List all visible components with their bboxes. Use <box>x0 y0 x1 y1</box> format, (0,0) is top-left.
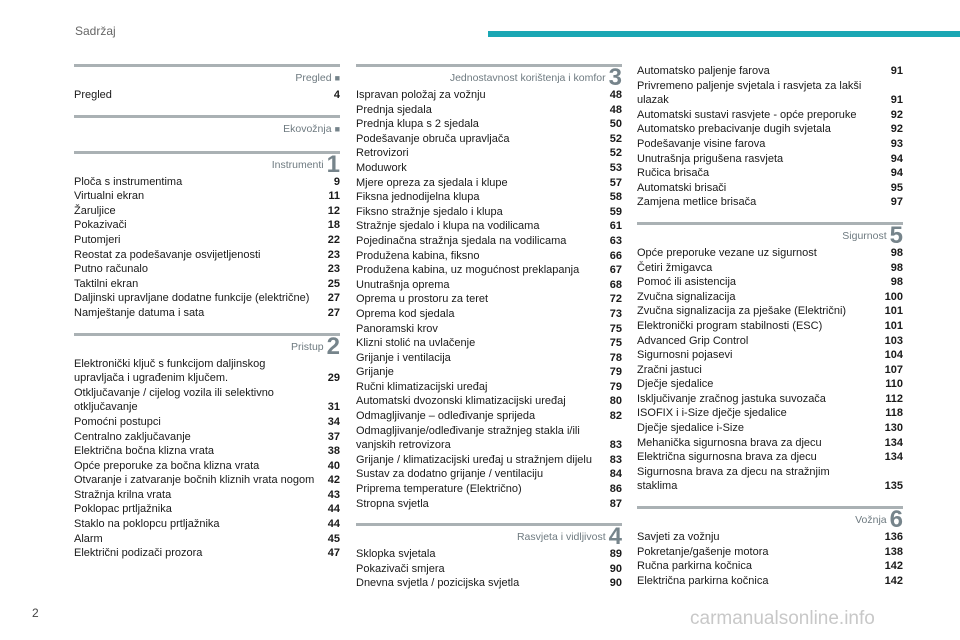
toc-entry-page: 18 <box>327 219 340 232</box>
section-number: 3 <box>608 64 622 91</box>
toc-entry-title: Oprema u prostoru za teret <box>356 293 489 306</box>
section-title: Jednostavnost korištenja i komfor <box>449 72 606 84</box>
toc-entry-title: Sustav za dodatno grijanje / ventilaciju <box>356 468 544 481</box>
toc-entry-title: Unutrašnja oprema <box>356 278 450 291</box>
toc-entry-page: 72 <box>609 293 622 306</box>
toc-entry[interactable] <box>74 175 340 190</box>
toc-entry-page: 47 <box>327 547 340 560</box>
toc-entry[interactable] <box>74 386 340 415</box>
toc-entry-title: Pokazivači <box>74 219 127 232</box>
toc-entry-page: 101 <box>884 305 903 318</box>
toc-entry[interactable] <box>356 351 622 366</box>
toc-entry-page: 75 <box>609 337 622 350</box>
toc-entry-page: 91 <box>890 65 903 77</box>
toc-entry-title: Zračni jastuci <box>637 363 702 376</box>
toc-entry-title: Pomoćni postupci <box>74 415 161 428</box>
toc-entry-title: Zvučna signalizacija za pješake (Električni) <box>637 305 847 318</box>
toc-entry-page: 87 <box>609 497 622 510</box>
toc-entry-page: 37 <box>327 430 340 443</box>
toc-entry-title: Pomoć ili asistencija <box>637 276 737 289</box>
toc-entry[interactable] <box>637 574 903 589</box>
section-number: 5 <box>889 221 903 249</box>
toc-entry-title: Grijanje i ventilacija <box>356 351 451 364</box>
toc-entry-title: Stražnje sjedalo i klupa na vodilicama <box>356 220 540 233</box>
toc-entry[interactable] <box>74 357 340 386</box>
toc-entry-title: Centralno zaključavanje <box>74 430 191 443</box>
toc-entry[interactable] <box>637 261 903 276</box>
toc-entry[interactable] <box>74 415 340 430</box>
toc-entry-page: 94 <box>890 152 903 165</box>
toc-entry-page: 134 <box>884 451 903 464</box>
toc-entry[interactable] <box>74 218 340 233</box>
toc-entry-title: Grijanje <box>356 366 394 379</box>
toc-entry-title: Produžena kabina, fiksno <box>356 249 480 262</box>
toc-entry-title: Virtualni ekran <box>74 190 145 203</box>
toc-entry-title: Mehanička sigurnosna brava za djecu <box>637 436 822 449</box>
toc-entry-title: Prednja sjedala <box>356 103 432 116</box>
toc-entry-title: Opće preporuke za bočna klizna vrata <box>74 459 260 472</box>
toc-column-1 <box>74 64 340 573</box>
toc-entry-title: Klizni stolić na uvlačenje <box>356 337 476 350</box>
toc-entry[interactable] <box>74 306 340 321</box>
toc-entry-page: 44 <box>327 518 340 531</box>
toc-entry-title: Otvaranje i zatvaranje bočnih kliznih vrata nogom <box>74 474 315 487</box>
toc-entry[interactable] <box>637 195 903 210</box>
toc-entry-title: Mjere opreza za sjedala i klupe <box>356 176 508 189</box>
toc-entry-page: 92 <box>890 123 903 136</box>
toc-entry[interactable] <box>637 108 903 123</box>
toc-entry-title: Reostat za podešavanje osvijetljenosti <box>74 248 261 261</box>
header-accent-bar <box>488 31 960 37</box>
toc-entry-page: 98 <box>890 276 903 289</box>
toc-entry-page: 142 <box>884 574 903 587</box>
toc-entry-page: 48 <box>609 89 622 101</box>
toc-section <box>74 115 340 139</box>
toc-entry-title: ISOFIX i i-Size dječje sjedalice <box>637 407 787 420</box>
toc-entry[interactable] <box>356 249 622 264</box>
section-header <box>637 506 903 534</box>
square-bullet-icon: ■ <box>334 73 340 83</box>
toc-entry[interactable] <box>74 517 340 532</box>
toc-entry-title: Sigurnosni pojasevi <box>637 349 733 362</box>
toc-entry[interactable] <box>356 219 622 234</box>
toc-entry-title: Panoramski krov <box>356 322 438 335</box>
toc-entry-page: 83 <box>609 453 622 466</box>
toc-entry-page: 34 <box>327 415 340 428</box>
toc-entry[interactable] <box>356 205 622 220</box>
toc-entry-page: 29 <box>327 372 340 385</box>
toc-entry-page: 90 <box>609 577 622 590</box>
toc-entry-page: 67 <box>609 264 622 277</box>
toc-entry[interactable] <box>356 88 622 103</box>
toc-entry[interactable] <box>637 275 903 290</box>
toc-entry-page: 58 <box>609 191 622 204</box>
toc-entry-title: Prednja klupa s 2 sjedala <box>356 118 479 131</box>
toc-entry-title: Ručna parkirna kočnica <box>637 560 752 573</box>
toc-entry-title: Putno računalo <box>74 263 148 276</box>
toc-entry-page: 66 <box>609 249 622 262</box>
toc-entry-page: 100 <box>884 290 903 303</box>
toc-section <box>74 151 340 321</box>
toc-entry-page: 42 <box>327 474 340 487</box>
toc-entry-title: Pregled <box>74 89 112 101</box>
toc-entry-title: Taktilni ekran <box>74 277 139 290</box>
toc-entry-page: 80 <box>609 395 622 408</box>
toc-entry[interactable] <box>637 152 903 167</box>
toc-entry[interactable] <box>356 547 622 562</box>
section-header <box>74 115 340 139</box>
toc-entry-title: Električni podizači prozora <box>74 547 203 560</box>
toc-entry-page: 130 <box>884 422 903 435</box>
section-header <box>637 221 903 249</box>
section-header <box>356 64 622 91</box>
toc-entry[interactable] <box>356 497 622 512</box>
toc-entry-page: 95 <box>890 181 903 194</box>
toc-entry-title: Odmagljivanje – odleđivanje sprijeda <box>356 410 536 423</box>
toc-entry[interactable] <box>637 392 903 407</box>
toc-entry-page: 112 <box>885 392 903 405</box>
toc-entry[interactable] <box>637 122 903 137</box>
toc-entry-title: Podešavanje obruča upravljača <box>356 132 510 145</box>
toc-entry-title: Moduwork <box>356 161 407 174</box>
toc-entry[interactable] <box>637 436 903 451</box>
section-number: 1 <box>326 150 340 178</box>
toc-entry-title: Žaruljice <box>74 204 116 217</box>
toc-entry-page: 63 <box>609 234 622 247</box>
toc-entry-title: Automatski sustavi rasvjete - opće preporuke <box>637 108 857 121</box>
section-title: Instrumenti <box>271 158 324 171</box>
toc-entry[interactable] <box>74 88 340 103</box>
toc-entry-title: Ploča s instrumentima <box>74 175 183 188</box>
toc-entry[interactable] <box>74 277 340 292</box>
section-title: Sigurnost <box>842 229 887 242</box>
toc-entry-page: 83 <box>609 439 622 452</box>
toc-entry-title: Automatsko prebacivanje dugih svjetala <box>637 123 831 136</box>
toc-section <box>637 64 903 210</box>
toc-entry-title: Produžena kabina, uz mogućnost preklapanja <box>356 264 580 277</box>
toc-entry-page: 94 <box>890 167 903 180</box>
toc-entry-title: Retrovizori <box>356 147 409 160</box>
toc-entry-page: 12 <box>327 204 340 217</box>
toc-entry-page: 4 <box>333 89 340 101</box>
toc-entry-page: 59 <box>609 205 622 218</box>
toc-column-2 <box>356 64 622 603</box>
toc-entry-title: Električna bočna klizna vrata <box>74 445 215 458</box>
section-title: Pregled <box>295 72 332 84</box>
toc-entry-page: 101 <box>884 319 903 332</box>
toc-entry-page: 107 <box>884 363 903 376</box>
toc-entry-title: Pokretanje/gašenje motora <box>637 545 769 558</box>
toc-entry-title: Oprema kod sjedala <box>356 307 455 320</box>
toc-entry-title: Unutrašnja prigušena rasvjeta <box>637 152 784 165</box>
toc-entry[interactable] <box>74 262 340 277</box>
section-number: 6 <box>889 506 903 534</box>
toc-entry[interactable] <box>356 380 622 395</box>
toc-entry[interactable] <box>356 336 622 351</box>
toc-entry-page: 118 <box>885 407 903 420</box>
toc-entry[interactable] <box>637 559 903 574</box>
toc-entry-title: Isključivanje zračnog jastuka suvozača <box>637 392 826 405</box>
toc-entry-page: 142 <box>884 560 903 573</box>
toc-entry-title: Fiksna jednodijelna klupa <box>356 191 480 204</box>
toc-entry[interactable] <box>74 488 340 503</box>
toc-entry[interactable] <box>356 103 622 118</box>
toc-entry[interactable] <box>356 176 622 191</box>
toc-entry-page: 52 <box>609 132 622 145</box>
toc-section <box>74 333 340 561</box>
toc-entry-page: 48 <box>609 103 622 116</box>
toc-entry-page: 98 <box>890 261 903 274</box>
toc-entry-title: Elektronički program stabilnosti (ESC) <box>637 319 823 332</box>
section-title: Vožnja <box>855 514 887 527</box>
toc-entry-page: 53 <box>609 161 622 174</box>
toc-entry[interactable] <box>356 394 622 409</box>
toc-entry-title: Fiksno stražnje sjedalo i klupa <box>356 205 503 218</box>
toc-entry-title: Odmagljivanje/odleđivanje stražnjeg stakla i/ili vanjskih retrovizora <box>356 424 580 452</box>
toc-entry[interactable] <box>637 545 903 560</box>
toc-entry[interactable] <box>356 424 622 453</box>
toc-entry[interactable] <box>637 465 903 494</box>
toc-entry-title: Priprema temperature (Električno) <box>356 483 522 496</box>
toc-entry-title: Staklo na poklopcu prtljažnika <box>74 518 220 531</box>
toc-entry[interactable] <box>356 234 622 249</box>
toc-entry[interactable] <box>74 248 340 263</box>
toc-entry-page: 23 <box>327 263 340 276</box>
toc-entry-page: 27 <box>327 306 340 319</box>
toc-entry-title: Ručica brisača <box>637 167 710 180</box>
toc-entry-page: 23 <box>327 248 340 261</box>
toc-entry[interactable] <box>637 319 903 334</box>
toc-entry[interactable] <box>637 421 903 436</box>
toc-entry-page: 84 <box>609 468 622 481</box>
toc-entry-title: Sigurnosna brava za djecu na stražnjim staklima <box>637 465 830 493</box>
toc-entry[interactable] <box>356 278 622 293</box>
toc-entry-title: Daljinski upravljane dodatne funkcije (električne) <box>74 292 310 305</box>
toc-entry[interactable] <box>74 459 340 474</box>
toc-entry-title: Dječje sjedalice i-Size <box>637 422 744 435</box>
toc-entry-title: Opće preporuke vezane uz sigurnost <box>637 246 817 259</box>
toc-entry[interactable] <box>637 348 903 363</box>
toc-entry-page: 22 <box>327 233 340 246</box>
toc-entry-title: Stražnja krilna vrata <box>74 488 172 501</box>
toc-entry-page: 68 <box>609 278 622 291</box>
toc-entry[interactable] <box>356 132 622 147</box>
toc-entry-page: 110 <box>885 378 903 391</box>
toc-entry[interactable] <box>74 189 340 204</box>
toc-entry[interactable] <box>637 530 903 545</box>
page-number: 2 <box>32 606 39 620</box>
toc-entry-page: 89 <box>609 548 622 561</box>
toc-entry-title: Zamjena metlice brisača <box>637 196 757 209</box>
toc-entry[interactable] <box>637 450 903 465</box>
toc-entry-title: Pokazivači smjera <box>356 562 445 575</box>
toc-entry-title: Dječje sjedalice <box>637 378 714 391</box>
toc-entry[interactable] <box>74 430 340 445</box>
toc-entry[interactable] <box>356 146 622 161</box>
toc-entry-page: 57 <box>609 176 622 189</box>
toc-entry[interactable] <box>637 406 903 421</box>
toc-entry-page: 40 <box>327 459 340 472</box>
toc-entry[interactable] <box>356 292 622 307</box>
toc-column-3 <box>637 64 903 600</box>
toc-entry-title: Ispravan položaj za vožnju <box>356 89 486 101</box>
toc-entry[interactable] <box>637 334 903 349</box>
toc-entry-page: 75 <box>609 322 622 335</box>
toc-entry-page: 136 <box>884 531 903 544</box>
section-title: Ekovožnja <box>283 122 332 135</box>
toc-section <box>637 506 903 588</box>
toc-entry[interactable] <box>74 291 340 306</box>
toc-entry[interactable] <box>356 562 622 577</box>
toc-entry-page: 92 <box>890 108 903 121</box>
toc-entry-page: 25 <box>327 277 340 290</box>
toc-entry[interactable] <box>356 467 622 482</box>
toc-entry-title: Stropna svjetla <box>356 497 429 510</box>
toc-entry[interactable] <box>356 161 622 176</box>
toc-entry-title: Podešavanje visine farova <box>637 137 766 150</box>
section-title: Rasvjeta i vidljivost <box>516 531 606 544</box>
toc-entry-title: Ručni klimatizacijski uređaj <box>356 380 488 393</box>
toc-entry-page: 90 <box>609 562 622 575</box>
toc-entry[interactable] <box>356 190 622 205</box>
toc-entry-title: Namještanje datuma i sata <box>74 306 205 319</box>
toc-entry-page: 93 <box>890 137 903 150</box>
page-header-title: Sadržaj <box>75 24 116 38</box>
toc-entry-title: Elektronički ključ s funkcijom daljinskog upravljača i ugrađenim ključem. <box>74 357 266 385</box>
toc-entry-page: 61 <box>609 220 622 233</box>
watermark: carmanualsonline.info <box>690 608 875 629</box>
toc-entry-title: Dnevna svjetla / pozicijska svjetla <box>356 577 520 590</box>
toc-entry-page: 73 <box>609 307 622 320</box>
toc-entry[interactable] <box>637 166 903 181</box>
toc-entry[interactable] <box>356 117 622 132</box>
toc-entry-page: 11 <box>328 190 340 203</box>
toc-entry-page: 138 <box>884 545 903 558</box>
toc-entry-page: 104 <box>884 349 903 362</box>
toc-entry-title: Električna parkirna kočnica <box>637 574 769 587</box>
section-header <box>74 150 340 178</box>
toc-entry-title: Automatski dvozonski klimatizacijski uređaj <box>356 395 566 408</box>
toc-entry[interactable] <box>74 546 340 561</box>
toc-entry-title: Automatski brisači <box>637 181 727 194</box>
toc-section <box>356 523 622 591</box>
toc-entry-page: 97 <box>890 196 903 209</box>
toc-entry-title: Sklopka svjetala <box>356 548 436 561</box>
toc-entry[interactable] <box>637 377 903 392</box>
toc-entry[interactable] <box>637 290 903 305</box>
toc-entry[interactable] <box>74 233 340 248</box>
toc-entry[interactable] <box>74 502 340 517</box>
toc-entry-page: 134 <box>884 436 903 449</box>
toc-entry-title: Privremeno paljenje svjetala i rasvjeta za lakši ulazak <box>637 79 862 107</box>
toc-entry-page: 9 <box>333 175 340 188</box>
toc-entry[interactable] <box>74 532 340 547</box>
toc-entry[interactable] <box>356 453 622 468</box>
toc-entry-title: Grijanje / klimatizacijski uređaj u stražnjem dijelu <box>356 453 592 466</box>
toc-entry[interactable] <box>356 365 622 380</box>
toc-entry-page: 79 <box>609 380 622 393</box>
toc-entry-title: Zvučna signalizacija <box>637 290 736 303</box>
toc-entry[interactable] <box>356 322 622 337</box>
toc-entry[interactable] <box>637 79 903 108</box>
section-title: Pristup <box>290 340 324 353</box>
toc-entry[interactable] <box>356 482 622 497</box>
toc-entry-page: 79 <box>609 366 622 379</box>
toc-section <box>74 64 340 103</box>
toc-entry-title: Advanced Grip Control <box>637 334 749 347</box>
toc-entry-title: Automatsko paljenje farova <box>637 65 770 77</box>
toc-entry[interactable] <box>637 363 903 378</box>
toc-entry-page: 86 <box>609 483 622 496</box>
toc-entry-title: Električna sigurnosna brava za djecu <box>637 451 817 464</box>
toc-entry-page: 50 <box>609 118 622 131</box>
toc-entry[interactable] <box>637 137 903 152</box>
toc-entry-title: Pojedinačna stražnja sjedala na vodilicama <box>356 234 567 247</box>
toc-entry-title: Alarm <box>74 532 103 545</box>
toc-entry-page: 135 <box>884 480 903 493</box>
toc-entry[interactable] <box>74 204 340 219</box>
toc-entry-title: Četiri žmigavca <box>637 261 713 274</box>
toc-entry-page: 43 <box>327 488 340 501</box>
toc-entry-title: Putomjeri <box>74 233 121 246</box>
square-bullet-icon: ■ <box>334 123 340 134</box>
toc-entry[interactable] <box>356 409 622 424</box>
toc-entry-page: 44 <box>327 503 340 516</box>
toc-entry-page: 82 <box>609 410 622 423</box>
section-number: 2 <box>326 332 340 360</box>
toc-entry-title: Otključavanje / cijelog vozila ili selektivno otključavanje <box>74 386 274 414</box>
toc-entry-page: 103 <box>884 334 903 347</box>
toc-entry[interactable] <box>356 576 622 591</box>
toc-entry-page: 27 <box>327 292 340 305</box>
toc-entry-page: 52 <box>609 147 622 160</box>
toc-entry[interactable] <box>356 307 622 322</box>
toc-entry-page: 38 <box>327 445 340 458</box>
toc-entry[interactable] <box>356 263 622 278</box>
toc-entry-title: Poklopac prtljažnika <box>74 503 172 516</box>
toc-section <box>356 64 622 511</box>
section-header <box>74 332 340 360</box>
section-number: 4 <box>608 523 622 551</box>
toc-entry-page: 45 <box>327 532 340 545</box>
toc-entry[interactable] <box>74 444 340 459</box>
toc-entry-page: 31 <box>327 401 340 414</box>
section-header <box>74 64 340 88</box>
toc-entry-page: 98 <box>890 246 903 259</box>
toc-entry[interactable] <box>637 246 903 261</box>
toc-entry[interactable] <box>637 64 903 79</box>
toc-entry[interactable] <box>637 181 903 196</box>
toc-entry[interactable] <box>637 304 903 319</box>
toc-entry-page: 78 <box>609 351 622 364</box>
section-header <box>356 523 622 551</box>
toc-entry-page: 91 <box>890 94 903 107</box>
toc-section <box>637 222 903 494</box>
toc-entry[interactable] <box>74 473 340 488</box>
toc-entry-title: Savjeti za vožnju <box>637 531 720 544</box>
